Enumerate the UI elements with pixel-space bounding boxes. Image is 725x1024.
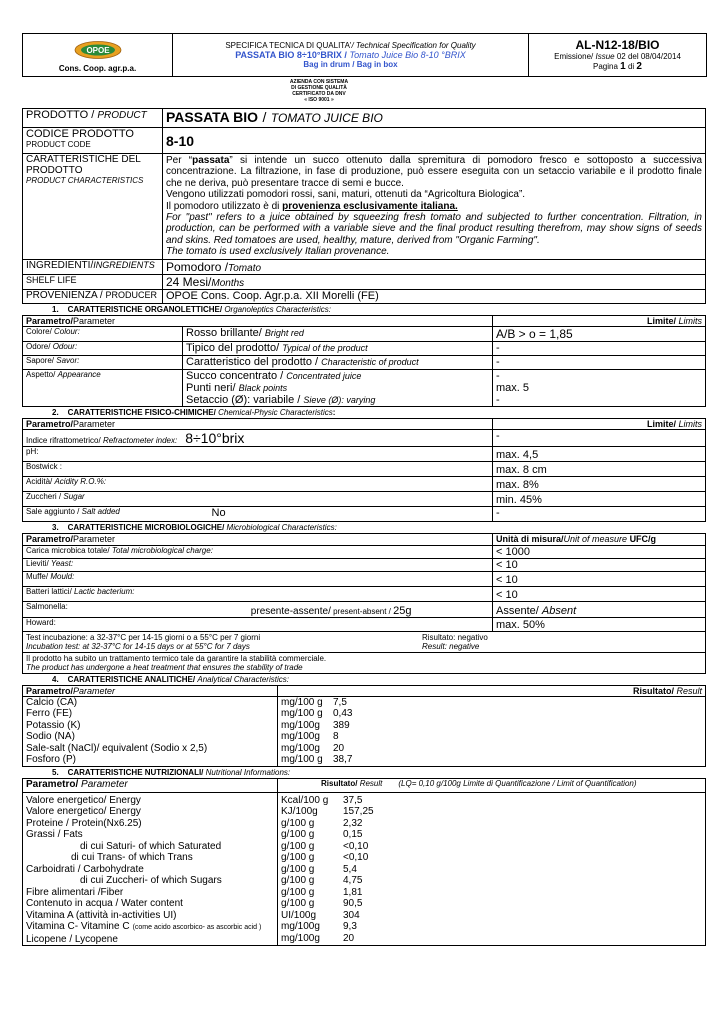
nutritional-rows — [23, 792, 706, 946]
list-item: Valore energetico/ Energy — [26, 806, 141, 818]
list-item: Proteine / Protein(Nx6.25) — [26, 817, 142, 829]
page-label: Pagina — [593, 62, 618, 71]
section-1-title: 1. CARATTERISTICHE ORGANOLETTICHE/ Organoleptics Characteristics: — [52, 304, 332, 314]
company-name: Cons. Coop. agr.p.a. — [58, 63, 137, 73]
prov-label-cell: PROVENIENZA / PRODUCER — [23, 289, 163, 303]
list-item-value: mg/100g 20 — [281, 932, 355, 944]
cert-line-4: « ISO 9001 » — [304, 97, 334, 103]
sec1-col-param: Parametro/Parameter — [23, 315, 493, 326]
prodotto-label-cell: PRODOTTO / PRODUCT — [23, 109, 163, 128]
opoe-logo-icon — [74, 41, 122, 59]
company-cell — [23, 34, 173, 77]
list-item: Sodio (NA) — [26, 731, 75, 743]
sec4-col-result: Risultato/ Result — [278, 685, 706, 696]
list-item: Licopene / Lycopene — [26, 933, 118, 945]
svg-text:OPOE: OPOE — [85, 45, 110, 55]
table-row: pH: max. 4,5 — [23, 446, 706, 461]
shelf-label: SHELF LIFE — [23, 274, 163, 289]
product-code: 8-10 — [163, 128, 706, 154]
table-row: Odore/ Odour: Tipico del prodotto/ Typical of the product - — [23, 341, 706, 355]
list-item-value: Kcal/100 g 37,5 — [281, 794, 363, 806]
section-2-title: 2. CARATTERISTICHE FISICO-CHIMICHE/ Chemical-Physic Characteristics: — [52, 407, 336, 417]
table-row: Acidità/ Acidity R.O.%: max. 8% — [23, 476, 706, 491]
product-line-it: PASSATA BIO 8÷10°BRIX / — [235, 50, 347, 60]
list-item-value: g/100 g 1,81 — [281, 886, 363, 898]
table-row: Sale aggiunto / Salt added No - — [23, 506, 706, 521]
microbiological-table — [22, 533, 706, 674]
issue-value: 02 del 08/04/2014 — [616, 52, 681, 61]
list-item: Ferro (FE) — [26, 708, 73, 720]
table-row: Zuccheri / Sugar min. 45% — [23, 491, 706, 506]
doc-code-cell — [529, 34, 707, 77]
list-item-value: g/100 g 2,32 — [281, 817, 363, 829]
sec5-col-param: Parametro/ Parameter — [23, 778, 278, 792]
incubation-row: Test incubazione: a 32-37°C per 14-15 giorni o a 55°C per 7 giorni Risultato: negativo Incubation test: at 32-37°C for 14-15 days or at 55°C for 7 days Result: negative — [23, 631, 706, 652]
list-item-value: g/100 g 0,15 — [281, 829, 363, 841]
list-item-value: g/100 g 90,5 — [281, 898, 363, 910]
cert-line-1: AZIENDA CON SISTEMA — [289, 79, 349, 85]
nutritional-table — [22, 778, 706, 947]
section-5-title: 5. CARATTERISTICHE NUTRIZIONALI/ Nutritional Informations: — [52, 767, 291, 777]
table-row: Colore/ Colour: Rosso brillante/ Bright red A/B > o = 1,85 — [23, 326, 706, 341]
table-row: Bostwick : max. 8 cm — [23, 461, 706, 476]
sec3-col-unit: Unità di misura/Unit of measure UFC/g — [493, 533, 706, 545]
physico-chemical-table — [22, 418, 706, 522]
list-item-value: g/100 g 5,4 — [281, 863, 357, 875]
cert-block — [0, 77, 706, 108]
section-4-title: 4. CARATTERISTICHE ANALITICHE/ Analytical Characteristics: — [52, 674, 289, 684]
document-header — [22, 33, 707, 77]
cert-line-3: CERTIFICATO DA DNV — [292, 91, 346, 97]
list-item-value: g/100 g 4,75 — [281, 875, 363, 887]
product-line-en: Tomato Juice Bio 8-10 °BRIX — [349, 50, 466, 60]
cert-line-2: DI GESTIONE QUALITÀ — [291, 85, 347, 91]
heat-treatment-row: Il prodotto ha subito un trattamento termico tale da garantire la stabilità commerciale. The product has undergone a heat treatment that ensures the stability of trade — [23, 652, 706, 673]
list-item: di cui Zuccheri- of which Sugars — [80, 875, 222, 887]
sec3-col-param: Parametro/Parameter — [23, 533, 493, 545]
list-item-value: g/100 g <0,10 — [281, 840, 369, 852]
analytical-rows: Calcio (CA) Ferro (FE) Potassio (K) Sodio (NA) Sale-salt (NaCl)/ equivalent (Sodio x 2,5) Fosforo (P) mg/100 g 7,5 mg/100 g 0,43 mg/100g 389 mg/100g 8 mg/100g 20 mg/100 g 38,7 — [23, 696, 706, 766]
list-item: Potassio (K) — [26, 719, 81, 731]
list-item-value: g/100 g <0,10 — [281, 852, 369, 864]
table-row: Muffe/ Mould: < 10 — [23, 571, 706, 586]
issue-prefix: Emissione/ — [554, 52, 594, 61]
spec-title-it: SPECIFICA TECNICA DI QUALITA' — [225, 41, 352, 50]
page-of: di — [627, 62, 635, 71]
list-item: Valore energetico/ Energy — [26, 794, 141, 806]
organoleptic-table — [22, 315, 706, 407]
section-3-title: 3. CARATTERISTICHE MICROBIOLOGICHE/ Microbiological Characteristics: — [52, 522, 337, 532]
shelf-life-value: 24 Mesi/Months — [163, 274, 706, 289]
product-name-en: TOMATO JUICE BIO — [270, 111, 383, 125]
list-item: Grassi / Fats — [26, 829, 83, 841]
list-item: Vitamina C- Vitamine C (come acido ascorbico- as ascorbic acid ) — [26, 921, 262, 933]
issue-label: Issue — [595, 52, 615, 61]
ingredients-value: Pomodoro /Tomato — [163, 259, 706, 274]
list-item-value: KJ/100g 157,25 — [281, 806, 374, 818]
list-item: di cui Trans- of which Trans — [71, 852, 193, 864]
product-characteristics: Per “passata” si intende un succo ottenuto dalla spremitura di pomodoro fresco e sottoposto a successiva concentrazione. La filtrazione, in fase di produzione, può essere eseguita con un setaccio variabile e il prodotto finale che ne deriva, può presentare tracce di semi e bucce. Vengono utilizzati pomodori rossi, sani, maturi, ottenuti da “Agricoltura Biologica”. Il pomodoro utilizzato è di provenienza esclusivamente italiana. For "past" refers to a juice obtained by squeezing fresh tomato and subjected to further concentration. Filtration, in production, can be performed with a variable sieve and the final product resulting therefrom, may show signs of seeds and skins. Red tomatoes are used, healthy, mature, derived from "Organic Farming". The tomato is used exclusively Italian provenance. — [163, 154, 706, 260]
spec-title-cell — [173, 34, 529, 77]
prodotto-value-cell: PASSATA BIO / TOMATO JUICE BIO — [163, 109, 706, 128]
doc-code: AL-N12-18/BIO — [575, 38, 660, 52]
sec5-col-result: Risultato/ Result (LQ= 0,10 g/100g Limite di Quantificazione / Limit of Quantification) — [278, 778, 706, 792]
spec-title-en: / Technical Specification for Quality — [351, 41, 476, 50]
table-row: Salmonella: presente-assente/ present-absent / 25g Assente/ Absent — [23, 601, 706, 617]
list-item-value: mg/100g 9,3 — [281, 921, 357, 933]
page-num: 1 — [620, 61, 626, 72]
provenance-value: OPOE Cons. Coop. Agr.p.a. XII Morelli (FE) — [163, 289, 706, 303]
product-name: PASSATA BIO — [166, 109, 259, 125]
list-item: di cui Saturi- of which Saturated — [80, 840, 222, 852]
list-item: Fibre alimentari /Fiber — [26, 886, 124, 898]
list-item: Calcio (CA) — [26, 696, 78, 708]
packaging-line: Bag in drum / Bag in box — [303, 60, 398, 69]
table-row: Indice rifrattometrico/ Refractometer index: 8÷10°brix - — [23, 429, 706, 446]
list-item: Vitamina A (attività in-activities UI) — [26, 909, 177, 921]
table-row: Sapore/ Savor: Caratteristico del prodotto / Characteristic of product - — [23, 355, 706, 369]
page-total: 2 — [636, 61, 642, 72]
caratt-label-cell: CARATTERISTICHE DEL PRODOTTO PRODUCT CHARACTERISTICS — [23, 154, 163, 260]
analytical-table — [22, 685, 706, 767]
list-item: Sale-salt (NaCl)/ equivalent (Sodio x 2,5) — [26, 742, 208, 754]
list-item: Fosforo (P) — [26, 754, 77, 766]
table-row: Lieviti/ Yeast: < 10 — [23, 558, 706, 571]
list-item-value: UI/100g 304 — [281, 909, 360, 921]
sec2-col-param: Parametro/Parameter — [23, 418, 493, 429]
ingr-label-cell: INGREDIENTI/INGREDIENTS — [23, 259, 163, 274]
list-item: Carboidrati / Carbohydrate — [26, 863, 144, 875]
sec1-col-limit: Limite/ Limits — [493, 315, 706, 326]
table-row: Batteri lattici/ Lactic bacterium: < 10 — [23, 586, 706, 601]
codice-label-cell: CODICE PRODOTTO PRODUCT CODE — [23, 128, 163, 154]
product-table — [22, 108, 706, 304]
table-row: Aspetto/ Appearance Succo concentrato / Concentrated juice Punti neri/ Black points Setaccio (Ø): variabile / Sieve (Ø): varying - max. 5 - — [23, 369, 706, 406]
list-item: Contenuto in acqua / Water content — [26, 898, 183, 910]
table-row: Howard: max. 50% — [23, 617, 706, 631]
table-row: Carica microbica totale/ Total microbiological charge: < 1000 — [23, 545, 706, 558]
sec2-col-limit: Limite/ Limits — [493, 418, 706, 429]
sec4-col-param: Parametro/Parameter — [23, 685, 278, 696]
document-page — [22, 33, 706, 946]
